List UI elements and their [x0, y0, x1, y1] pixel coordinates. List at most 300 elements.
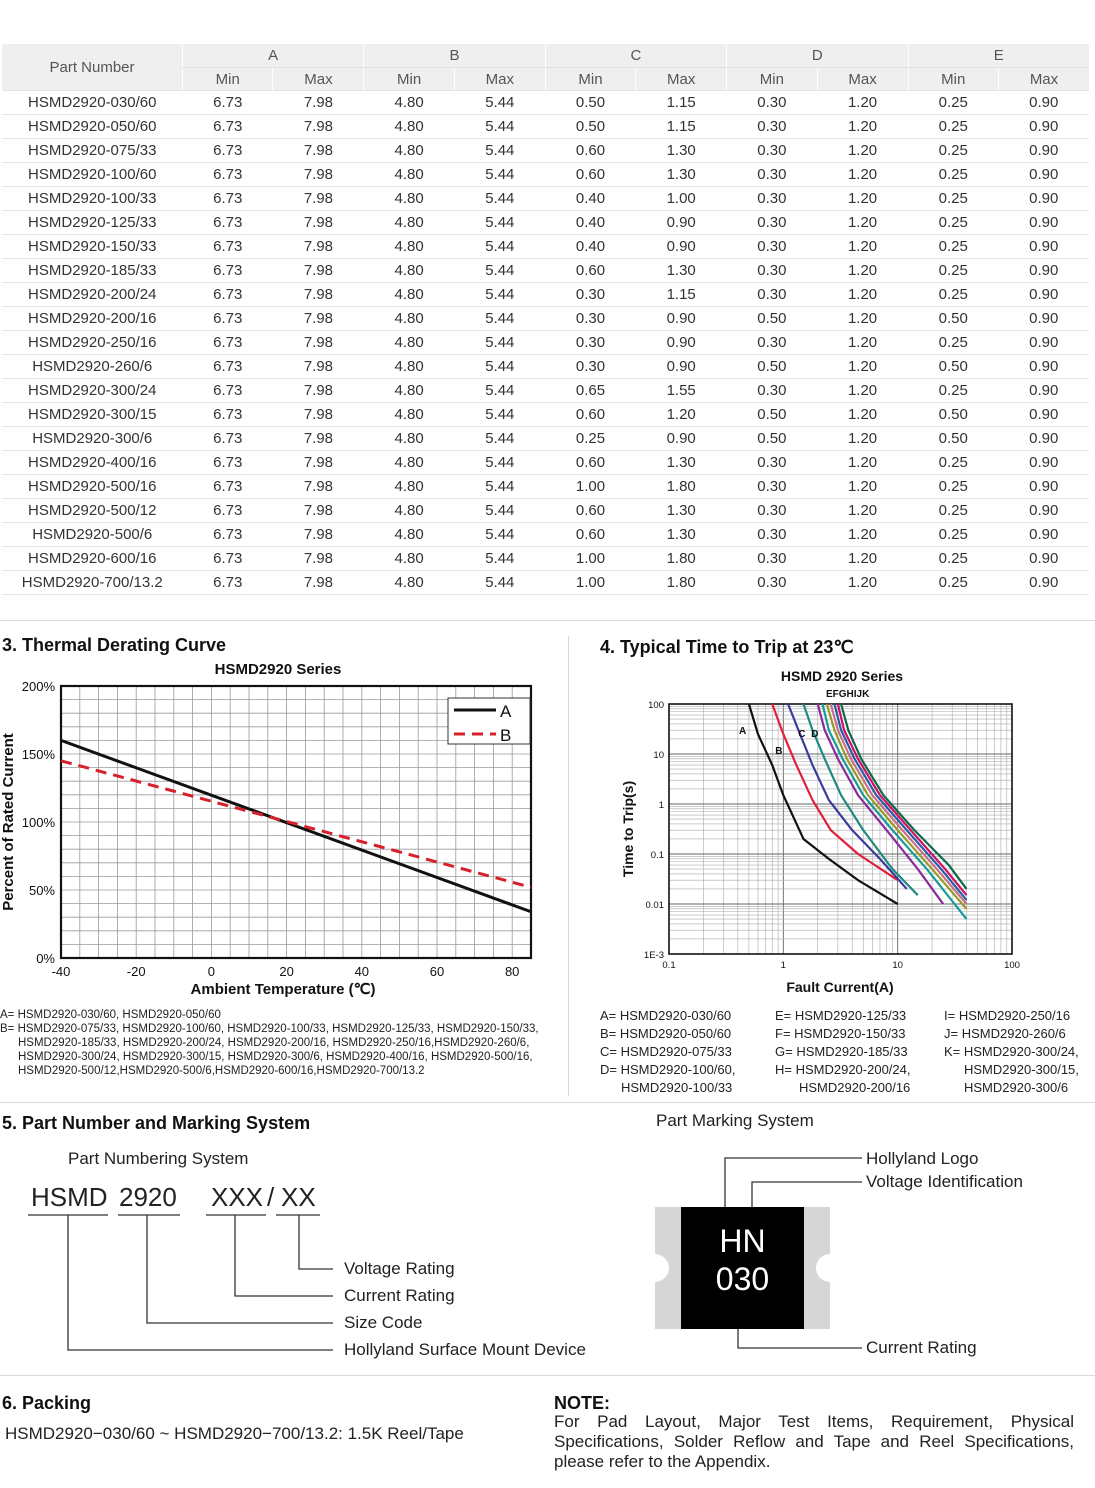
trip-legend-col-1	[600, 1007, 736, 1097]
max-header: Max	[273, 68, 364, 91]
dimension-cell: 0.60	[545, 163, 635, 187]
dimension-cell: 4.80	[364, 115, 454, 139]
code-prefix: HSMD	[31, 1182, 108, 1212]
trip-legend-line: HSMD2920-100/33	[621, 1080, 733, 1095]
note-title: NOTE:	[554, 1393, 610, 1413]
leader-current	[235, 1215, 333, 1296]
dimension-cell: 0.90	[998, 499, 1089, 523]
dimension-cell: 1.20	[817, 451, 908, 475]
chip-terminal-left	[655, 1207, 681, 1329]
dimension-cell: 6.73	[183, 355, 273, 379]
dimension-cell: 1.20	[817, 523, 908, 547]
dimension-cell: 0.90	[636, 427, 727, 451]
y-tick-label: 100%	[21, 815, 55, 830]
dimension-cell: 7.98	[273, 115, 364, 139]
dimension-cell: 0.90	[998, 283, 1089, 307]
dimension-cell: 0.90	[998, 475, 1089, 499]
trip-legend-line: I= HSMD2920-250/16	[944, 1008, 1071, 1023]
dimension-cell: 5.44	[454, 331, 545, 355]
dimension-cell: 0.30	[727, 115, 817, 139]
table-row	[2, 331, 1089, 355]
trip-legend-line: HSMD2920-300/15,	[964, 1062, 1079, 1077]
dimension-cell: 7.98	[273, 307, 364, 331]
min-header: Min	[183, 68, 273, 91]
dimension-cell: 1.30	[636, 523, 727, 547]
x-tick-label: 10	[892, 960, 903, 971]
dimension-cell: 0.90	[636, 355, 727, 379]
chart-title: HSMD2920 Series	[214, 661, 342, 678]
dimension-cell: 0.30	[727, 475, 817, 499]
dimension-cell: 4.80	[364, 499, 454, 523]
part-number-header: Part Number	[2, 44, 183, 91]
dimension-cell: 0.50	[727, 307, 817, 331]
label-voltage-rating: Voltage Rating	[344, 1259, 455, 1278]
y-tick-label: 1E-3	[643, 950, 664, 961]
dimension-cell: 4.80	[364, 523, 454, 547]
y-tick-label: 1	[658, 800, 664, 811]
thermal-legend	[0, 1008, 539, 1078]
dimension-cell: 7.98	[273, 499, 364, 523]
dimension-cell: 6.73	[183, 547, 273, 571]
divider	[0, 620, 1095, 621]
max-header: Max	[636, 68, 727, 91]
thermal-legend-line: HSMD2920-300/24, HSMD2920-300/15, HSMD2920-300/6, HSMD2920-400/16, HSMD2920-500/16,	[18, 1051, 533, 1063]
chip-current-text: 030	[715, 1261, 770, 1297]
marking-label: Part Marking System	[656, 1111, 814, 1130]
dimension-cell: 7.98	[273, 427, 364, 451]
section-title-packing: 6. Packing	[2, 1393, 92, 1413]
dimension-cell: 0.30	[727, 499, 817, 523]
thermal-legend-line: A= HSMD2920-030/60, HSMD2920-050/60	[0, 1009, 221, 1021]
dimension-cell: 0.90	[636, 211, 727, 235]
dimension-cell: 5.44	[454, 283, 545, 307]
dimension-cell: 1.20	[817, 283, 908, 307]
series-line-a	[61, 740, 531, 911]
legend-box	[448, 698, 530, 744]
dimension-cell: 6.73	[183, 283, 273, 307]
dimension-cell: 5.44	[454, 427, 545, 451]
dimension-cell: 0.25	[908, 187, 998, 211]
dimension-cell: 0.50	[908, 307, 998, 331]
dimension-cell: 4.80	[364, 475, 454, 499]
dimension-cell: 1.30	[636, 139, 727, 163]
thermal-legend-line: B= HSMD2920-075/33, HSMD2920-100/60, HSMD2920-100/33, HSMD2920-125/33, HSMD2920-150/33,	[0, 1023, 539, 1035]
table-row	[2, 379, 1089, 403]
chip-terminal-right	[804, 1207, 830, 1329]
dimension-cell: 0.25	[908, 523, 998, 547]
dimension-cell: 0.25	[908, 235, 998, 259]
curve-label-b: B	[775, 746, 783, 757]
dimension-cell: 0.90	[998, 139, 1089, 163]
dimension-cell: 7.98	[273, 187, 364, 211]
dimension-cell: 7.98	[273, 139, 364, 163]
dimension-cell: 0.25	[908, 91, 998, 115]
dimension-cell: 0.90	[998, 355, 1089, 379]
col-group-e: E	[908, 44, 1089, 68]
dimension-cell: 6.73	[183, 163, 273, 187]
dimension-cell: 0.25	[908, 499, 998, 523]
x-tick-label: 60	[429, 964, 445, 979]
table-row	[2, 259, 1089, 283]
trip-legend-line: HSMD2920-200/16	[799, 1080, 911, 1095]
dimension-cell: 0.50	[727, 427, 817, 451]
col-group-d: D	[727, 44, 908, 68]
x-tick-label: 0.1	[662, 960, 676, 971]
dimension-cell: 6.73	[183, 91, 273, 115]
part-number-cell: HSMD2920-260/6	[2, 355, 183, 379]
dimension-cell: 5.44	[454, 379, 545, 403]
dimension-cell: 1.15	[636, 283, 727, 307]
dimension-cell: 1.20	[817, 331, 908, 355]
y-tick-label: 10	[653, 750, 664, 761]
dimension-cell: 0.90	[998, 547, 1089, 571]
part-number-cell: HSMD2920-125/33	[2, 211, 183, 235]
dimension-cell: 6.73	[183, 259, 273, 283]
dimension-cell: 1.80	[636, 547, 727, 571]
dimension-cell: 0.90	[998, 163, 1089, 187]
table-row	[2, 355, 1089, 379]
thermal-legend-line: HSMD2920-185/33, HSMD2920-200/24, HSMD2920-200/16, HSMD2920-250/16,HSMD2920-260/6,	[18, 1037, 530, 1049]
dimension-cell: 0.25	[545, 427, 635, 451]
table-row	[2, 91, 1089, 115]
dimension-cell: 0.30	[545, 355, 635, 379]
dimension-cell: 4.80	[364, 547, 454, 571]
dimension-cell: 0.25	[908, 451, 998, 475]
dimension-cell: 5.44	[454, 139, 545, 163]
part-number-cell: HSMD2920-185/33	[2, 259, 183, 283]
table-row	[2, 211, 1089, 235]
dimension-cell: 4.80	[364, 259, 454, 283]
part-number-cell: HSMD2920-200/16	[2, 307, 183, 331]
table-row	[2, 307, 1089, 331]
col-group-c: C	[545, 44, 726, 68]
note-body: For Pad Layout, Major Test Items, Requirement, Physical Specifications, Solder Reflow and Tape and Reel Specifications, please refer to the Appendix.	[554, 1412, 1074, 1471]
dimension-cell: 1.30	[636, 499, 727, 523]
dimension-cell: 1.80	[636, 571, 727, 595]
curve-label-c: C	[798, 728, 806, 740]
label-voltage-identification: Voltage Identification	[866, 1172, 1023, 1191]
dimension-cell: 1.00	[545, 475, 635, 499]
dimension-cell: 5.44	[454, 547, 545, 571]
dimension-cell: 0.40	[545, 235, 635, 259]
trip-legend-line: C= HSMD2920-075/33	[600, 1044, 732, 1059]
min-header: Min	[364, 68, 454, 91]
dimension-cell: 0.90	[998, 211, 1089, 235]
dimension-cell: 0.60	[545, 451, 635, 475]
dimension-cell: 0.30	[727, 451, 817, 475]
dimension-cell: 4.80	[364, 403, 454, 427]
dimension-cell: 7.98	[273, 331, 364, 355]
dimension-cell: 7.98	[273, 403, 364, 427]
dimension-cell: 7.98	[273, 451, 364, 475]
dimension-cell: 4.80	[364, 451, 454, 475]
min-header: Min	[908, 68, 998, 91]
dimension-cell: 4.80	[364, 379, 454, 403]
dimension-cell: 7.98	[273, 91, 364, 115]
part-number-cell: HSMD2920-300/15	[2, 403, 183, 427]
chip-logo-text: HN	[719, 1223, 766, 1259]
trip-legend-col-3	[944, 1007, 1079, 1097]
curve-labels-top: EFGHIJK	[826, 689, 870, 700]
dimension-cell: 6.73	[183, 571, 273, 595]
dimension-cell: 0.90	[998, 307, 1089, 331]
part-number-cell: HSMD2920-300/6	[2, 427, 183, 451]
y-tick-label: 100	[648, 700, 664, 711]
table-row	[2, 523, 1089, 547]
min-header: Min	[727, 68, 817, 91]
dimension-cell: 1.20	[817, 259, 908, 283]
trip-legend-col-2	[775, 1007, 911, 1097]
x-tick-label: 100	[1004, 960, 1020, 971]
dimension-cell: 6.73	[183, 139, 273, 163]
dimension-cell: 7.98	[273, 475, 364, 499]
part-number-cell: HSMD2920-100/33	[2, 187, 183, 211]
divider	[568, 636, 569, 1096]
table-row	[2, 451, 1089, 475]
trip-legend-line: K= HSMD2920-300/24,	[944, 1044, 1079, 1059]
dimension-cell: 0.60	[545, 499, 635, 523]
table-row	[2, 475, 1089, 499]
dimension-cell: 5.44	[454, 571, 545, 595]
col-group-b: B	[364, 44, 545, 68]
dimension-cell: 1.00	[545, 571, 635, 595]
dimension-cell: 0.25	[908, 115, 998, 139]
dimension-cell: 0.25	[908, 331, 998, 355]
dimension-cell: 1.20	[817, 235, 908, 259]
max-header: Max	[817, 68, 908, 91]
min-header: Min	[545, 68, 635, 91]
dimension-cell: 0.65	[545, 379, 635, 403]
dimension-cell: 7.98	[273, 523, 364, 547]
dimension-cell: 0.25	[908, 475, 998, 499]
section-title-trip: 4. Typical Time to Trip at 23℃	[600, 637, 854, 657]
dimension-cell: 0.60	[545, 523, 635, 547]
curve-label-a: A	[739, 726, 747, 738]
dimension-cell: 0.90	[998, 379, 1089, 403]
dimension-cell: 1.20	[817, 115, 908, 139]
dimension-cell: 7.98	[273, 235, 364, 259]
dimension-cell: 4.80	[364, 307, 454, 331]
part-number-cell: HSMD2920-030/60	[2, 91, 183, 115]
dimension-cell: 4.80	[364, 427, 454, 451]
dimension-cell: 6.73	[183, 475, 273, 499]
dimension-cell: 1.20	[817, 475, 908, 499]
dimension-cell: 0.90	[998, 115, 1089, 139]
part-number-cell: HSMD2920-200/24	[2, 283, 183, 307]
trip-legend-line: G= HSMD2920-185/33	[775, 1044, 908, 1059]
dimension-cell: 0.30	[727, 547, 817, 571]
part-number-cell: HSMD2920-075/33	[2, 139, 183, 163]
dimension-cell: 1.20	[817, 163, 908, 187]
y-axis-label: Percent of Rated Current	[0, 733, 17, 911]
dimension-cell: 6.73	[183, 211, 273, 235]
dimension-cell: 5.44	[454, 475, 545, 499]
part-number-cell: HSMD2920-050/60	[2, 115, 183, 139]
dimension-cell: 1.20	[817, 571, 908, 595]
x-axis-label: Fault Current(A)	[786, 979, 894, 995]
dimension-cell: 6.73	[183, 331, 273, 355]
dimension-cell: 0.50	[908, 355, 998, 379]
dimension-cell: 6.73	[183, 307, 273, 331]
dimension-cell: 1.20	[817, 307, 908, 331]
dimension-cell: 5.44	[454, 91, 545, 115]
dimension-cell: 5.44	[454, 355, 545, 379]
dimension-cell: 7.98	[273, 571, 364, 595]
dimension-cell: 0.25	[908, 571, 998, 595]
dimension-cell: 0.30	[727, 139, 817, 163]
dimension-cell: 5.44	[454, 235, 545, 259]
label-marking-current-rating: Current Rating	[866, 1338, 977, 1357]
table-row	[2, 547, 1089, 571]
chip-marking	[681, 1222, 804, 1298]
thermal-legend-line: HSMD2920-500/12,HSMD2920-500/6,HSMD2920-600/16,HSMD2920-700/13.2	[18, 1065, 425, 1077]
legend-label: A	[500, 702, 512, 721]
col-group-a: A	[183, 44, 364, 68]
dimension-cell: 1.30	[636, 163, 727, 187]
dimension-cell: 0.25	[908, 163, 998, 187]
trip-legend-line: F= HSMD2920-150/33	[775, 1026, 906, 1041]
part-number-cell: HSMD2920-150/33	[2, 235, 183, 259]
dimension-cell: 0.30	[727, 259, 817, 283]
dimension-cell: 7.98	[273, 379, 364, 403]
code-slash: /	[267, 1182, 275, 1212]
part-number-cell: HSMD2920-400/16	[2, 451, 183, 475]
thermal-derating-chart	[0, 656, 545, 1006]
dimension-cell: 5.44	[454, 115, 545, 139]
dimension-cell: 6.73	[183, 403, 273, 427]
trip-curve-c	[788, 704, 907, 889]
dimension-cell: 0.90	[998, 403, 1089, 427]
dimension-cell: 6.73	[183, 427, 273, 451]
dimension-cell: 4.80	[364, 187, 454, 211]
table-row	[2, 115, 1089, 139]
dimension-cell: 0.30	[545, 283, 635, 307]
part-number-cell: HSMD2920-500/12	[2, 499, 183, 523]
packing-text: HSMD2920−030/60 ~ HSMD2920−700/13.2: 1.5K Reel/Tape	[5, 1424, 464, 1443]
dimension-cell: 0.30	[727, 187, 817, 211]
dimension-cell: 6.73	[183, 235, 273, 259]
dimension-table	[2, 44, 1089, 595]
dimension-cell: 0.25	[908, 547, 998, 571]
dimension-cell: 6.73	[183, 523, 273, 547]
trip-legend-line: H= HSMD2920-200/24,	[775, 1062, 911, 1077]
dimension-cell: 1.20	[636, 403, 727, 427]
trip-legend-line: B= HSMD2920-050/60	[600, 1026, 732, 1041]
dimension-cell: 4.80	[364, 331, 454, 355]
dimension-cell: 0.90	[636, 235, 727, 259]
max-header: Max	[454, 68, 545, 91]
label-size-code: Size Code	[344, 1313, 423, 1332]
dimension-cell: 1.20	[817, 355, 908, 379]
dimension-cell: 7.98	[273, 259, 364, 283]
leader-voltage	[299, 1215, 333, 1269]
table-row	[2, 163, 1089, 187]
x-tick-label: 80	[504, 964, 520, 979]
part-number-cell: HSMD2920-500/16	[2, 475, 183, 499]
dimension-cell: 6.73	[183, 451, 273, 475]
dimension-cell: 0.90	[998, 259, 1089, 283]
dimension-cell: 0.90	[998, 427, 1089, 451]
label-device: Hollyland Surface Mount Device	[344, 1340, 586, 1359]
dimension-cell: 0.25	[908, 139, 998, 163]
x-tick-label: 20	[279, 964, 294, 979]
dimension-cell: 5.44	[454, 403, 545, 427]
dimension-cell: 0.30	[727, 211, 817, 235]
table-row	[2, 187, 1089, 211]
table-row	[2, 499, 1089, 523]
trip-curve-j	[838, 704, 967, 895]
part-number-cell: HSMD2920-600/16	[2, 547, 183, 571]
label-current-rating: Current Rating	[344, 1286, 455, 1305]
dimension-cell: 0.40	[545, 187, 635, 211]
dimension-cell: 4.80	[364, 355, 454, 379]
y-tick-label: 0.01	[645, 900, 664, 911]
dimension-cell: 6.73	[183, 115, 273, 139]
dimension-cell: 0.25	[908, 379, 998, 403]
dimension-cell: 7.98	[273, 163, 364, 187]
x-tick-label: 1	[780, 960, 786, 971]
dimension-cell: 1.15	[636, 115, 727, 139]
table-row	[2, 235, 1089, 259]
time-to-trip-chart	[610, 662, 1090, 1002]
label-hollyland-logo: Hollyland Logo	[866, 1149, 979, 1168]
trip-legend-line: A= HSMD2920-030/60	[600, 1008, 732, 1023]
y-axis-label: Time to Trip(s)	[620, 780, 636, 878]
table-row	[2, 139, 1089, 163]
dimension-cell: 1.20	[817, 499, 908, 523]
dimension-cell: 0.90	[998, 571, 1089, 595]
dimension-cell: 7.98	[273, 547, 364, 571]
dimension-cell: 4.80	[364, 283, 454, 307]
legend-label: B	[500, 726, 512, 745]
trip-legend-line: J= HSMD2920-260/6	[944, 1026, 1066, 1041]
dimension-cell: 4.80	[364, 571, 454, 595]
dimension-cell: 5.44	[454, 211, 545, 235]
dimension-cell: 0.50	[727, 355, 817, 379]
dimension-cell: 0.50	[545, 91, 635, 115]
y-tick-label: 0%	[36, 951, 55, 966]
dimension-cell: 1.00	[545, 547, 635, 571]
trip-legend-line: HSMD2920-300/6	[964, 1080, 1069, 1095]
dimension-cell: 0.25	[908, 283, 998, 307]
dimension-cell: 0.30	[727, 571, 817, 595]
divider	[0, 1375, 1095, 1376]
dimension-cell: 1.30	[636, 451, 727, 475]
dimension-cell: 6.73	[183, 499, 273, 523]
numbering-leader-lines	[0, 1100, 1095, 1370]
part-number-cell: HSMD2920-250/16	[2, 331, 183, 355]
dimension-cell: 0.90	[998, 451, 1089, 475]
section-title-marking: 5. Part Number and Marking System	[2, 1113, 311, 1133]
dimension-cell: 1.20	[817, 379, 908, 403]
table-row	[2, 427, 1089, 451]
part-number-cell: HSMD2920-300/24	[2, 379, 183, 403]
code-size: 2920	[119, 1182, 177, 1212]
dimension-cell: 5.44	[454, 259, 545, 283]
part-number-cell: HSMD2920-700/13.2	[2, 571, 183, 595]
dimension-cell: 0.50	[727, 403, 817, 427]
dimension-cell: 0.30	[727, 283, 817, 307]
dimension-cell: 1.80	[636, 475, 727, 499]
dimension-cell: 5.44	[454, 307, 545, 331]
dimension-cell: 0.30	[727, 91, 817, 115]
dimension-cell: 0.30	[727, 523, 817, 547]
dimension-cell: 5.44	[454, 523, 545, 547]
dimension-cell: 1.20	[817, 187, 908, 211]
table-row	[2, 283, 1089, 307]
y-tick-label: 150%	[21, 747, 55, 762]
code-current: XXX	[211, 1182, 264, 1212]
